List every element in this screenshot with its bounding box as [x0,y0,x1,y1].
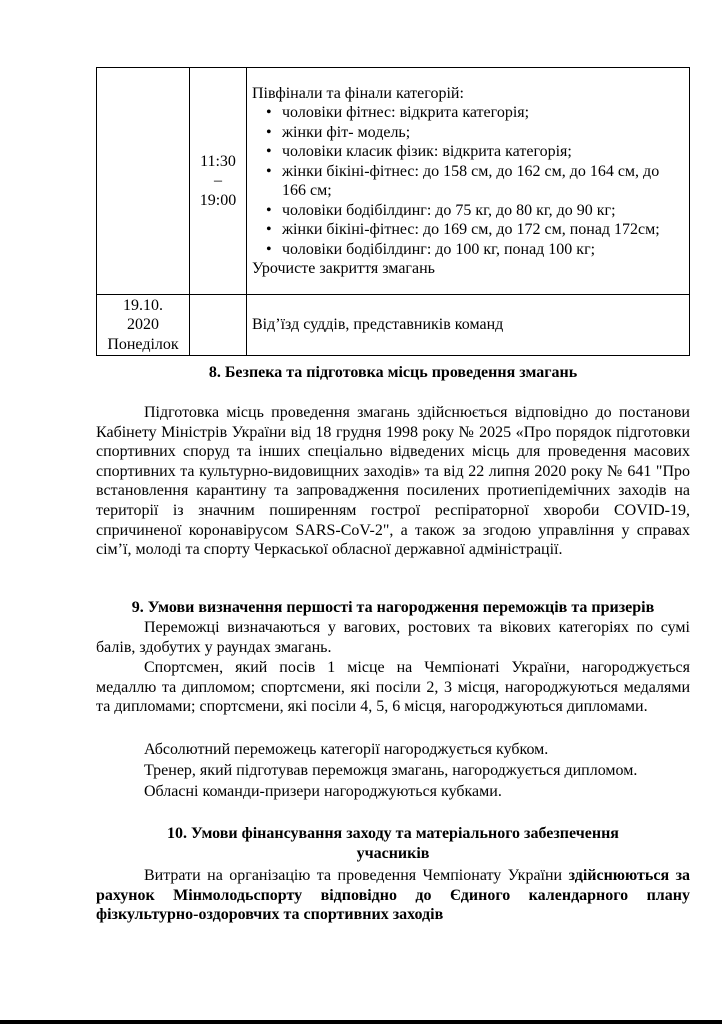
section-8-heading: 8. Безпека та підготовка місць проведення змагань [208,364,578,381]
time-cell [190,68,247,295]
section-10-heading [96,824,690,864]
section-9-text-3: Абсолютний переможець категорії нагороджується кубком. [144,741,549,758]
time-dash: – [214,172,222,190]
section-8-paragraph [96,403,690,560]
list-item: • жінки бікіні-фітнес: до 169 см, до 172 см, понад 172см; [252,220,683,240]
event-footer: Урочисте закриття змагань [252,260,435,277]
list-item: • чоловіки бодібілдинг: до 100 кг, понад 100 кг; [252,240,683,260]
list-item: • жінки фіт- модель; [252,123,683,143]
list-item: • чоловіки бодібілдинг: до 75 кг, до 80 кг, до 90 кг; [252,201,683,221]
section-9-paragraph-1 [96,618,690,657]
section-9-paragraph-4 [96,761,690,781]
event-heading: Півфінали та фінали категорій: [252,84,464,102]
date-weekday: Понеділок [107,335,179,353]
category-list [252,103,683,259]
table-row [97,295,690,356]
time-end: 19:00 [199,191,237,209]
date-cell [97,68,190,295]
section-10-text: Витрати на організацію та проведення Чемпіонату України [144,867,563,884]
time-start: 11:30 [200,152,236,170]
page-edge [0,1020,722,1024]
section-10-heading-line-2: учасників [356,845,430,862]
table-row [97,68,690,295]
list-item: • жінки бікіні-фітнес: до 158 см, до 162 см, до 164 см, до 166 см; [252,162,683,201]
section-9-text-4: Тренер, який підготував переможця змагань, нагороджується дипломом. [144,762,638,779]
time-cell [190,295,247,356]
section-10-paragraph [96,866,690,925]
event-cell [247,68,690,295]
section-9-paragraph-2 [96,658,690,717]
schedule-table [96,67,690,356]
date-year: 2020 [127,316,159,334]
list-item: • чоловіки фітнес: відкрита категорія; [252,103,683,123]
section-9-heading: 9. Умови визначення першості та нагородження переможців та призерів [131,599,655,616]
section-10-bold-text: здійснюються за рахунок Мінмолодьспорту відповідно до Єдиного календарного плану фізкультурно-оздоровчих та спортивних заходів [96,867,691,924]
list-item: • чоловіки класик фізик: відкрита категорія; [252,142,683,162]
section-9-text-2: Спортсмен, який посів 1 місце на Чемпіонаті України, нагороджується медаллю та дипломом; спортсмени, які посіли 2, 3 місця, нагороджуються медалями та дипломами; спортсмени, які посіли 4, 5, 6 місця, нагороджуються дипломами. [96,659,690,716]
section-9-text-5: Обласні команди-призери нагороджуються кубками. [144,783,502,800]
section-10-heading-line-1: 10. Умови фінансування заходу та матеріального забезпечення [167,825,619,842]
section-9-paragraph-3 [96,740,690,760]
date-cell [97,295,190,356]
section-9-paragraph-5 [96,782,690,802]
section-8-text: Підготовка місць проведення змагань здійснюється відповідно до постанови Кабінету Міністрів України від 18 грудня 1998 року № 2025 «Про порядок підготовки спортивних споруд та інших спеціально відведених місць для проведення масових спортивних та культурно-видовищних заходів» та від 22 липня 2020 року № 641 "Про встановлення карантину та запровадження посилених протиепідемічних заходів на території із значним поширенням гострої респіраторної хвороби COVID-19, спричиненої коронавірусом SARS-CoV-2", а також за згодою управління у справах сім’ї, молоді та спорту Черкаської обласної державної адміністрації. [96,404,690,559]
event-cell: Від’їзд суддів, представників команд [247,295,690,356]
section-9-text-1: Переможці визначаються у вагових, ростових та вікових категоріях по сумі балів, здобутих у раундах змагань. [96,619,690,656]
date-day: 19.10. [123,296,163,314]
